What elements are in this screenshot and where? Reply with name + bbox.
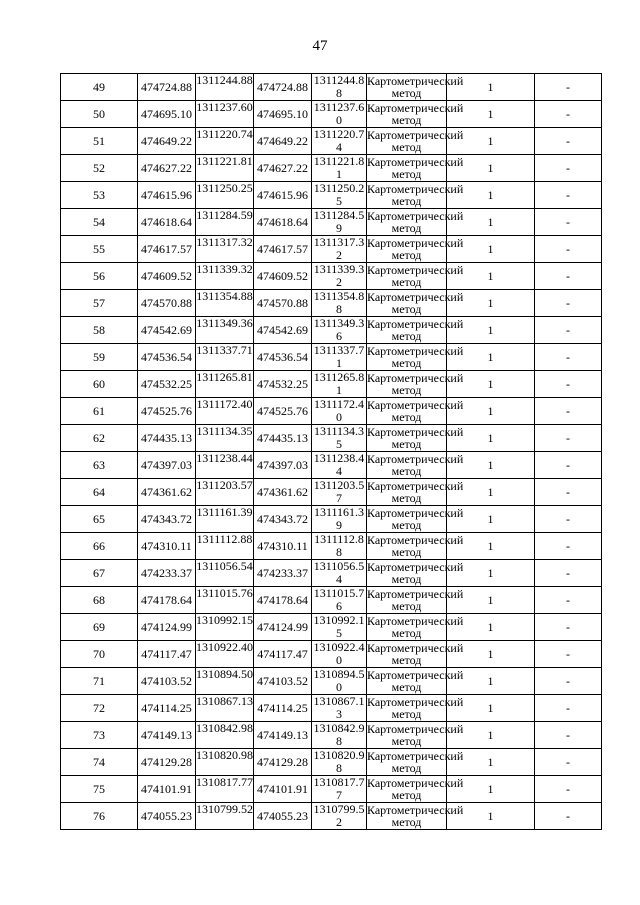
- y-coordinate-alt-cell: 1311015.76: [312, 587, 367, 614]
- x-coordinate-cell: 474542.69: [138, 317, 196, 344]
- table-row: [61, 776, 602, 803]
- y-coordinate-alt-cell: 1311203.57: [312, 479, 367, 506]
- x-coordinate-cell: 474397.03: [138, 452, 196, 479]
- y-coordinate-alt-cell: 1311134.35: [312, 425, 367, 452]
- x-coordinate-cell: 474055.23: [138, 803, 196, 830]
- point-number-cell: 68: [61, 587, 138, 614]
- accuracy-cell: 1: [447, 749, 535, 776]
- y-coordinate-alt-cell: 1311221.81: [312, 155, 367, 182]
- x-coordinate-cell: 474103.52: [138, 668, 196, 695]
- point-number-cell: 52: [61, 155, 138, 182]
- accuracy-cell: 1: [447, 614, 535, 641]
- x-coordinate-cell: 474101.91: [138, 776, 196, 803]
- accuracy-cell: 1: [447, 398, 535, 425]
- note-cell: -: [535, 74, 602, 101]
- y-coordinate-alt-cell: 1311237.60: [312, 101, 367, 128]
- y-coordinate-cell: 1311056.54: [196, 560, 254, 587]
- x-coordinate-alt-cell: 474101.91: [254, 776, 312, 803]
- note-cell: -: [535, 101, 602, 128]
- x-coordinate-cell: 474532.25: [138, 371, 196, 398]
- note-cell: -: [535, 506, 602, 533]
- x-coordinate-cell: 474609.52: [138, 263, 196, 290]
- note-cell: -: [535, 533, 602, 560]
- note-cell: -: [535, 128, 602, 155]
- x-coordinate-cell: 474627.22: [138, 155, 196, 182]
- point-number-cell: 57: [61, 290, 138, 317]
- x-coordinate-cell: 474615.96: [138, 182, 196, 209]
- x-coordinate-alt-cell: 474695.10: [254, 101, 312, 128]
- y-coordinate-alt-cell: 1310799.52: [313, 802, 365, 829]
- point-number-cell: 55: [61, 236, 138, 263]
- y-coordinate-alt-cell: 1311250.25: [312, 182, 367, 209]
- y-coordinate-cell: 1311337.71: [196, 344, 254, 371]
- method-cell: Картометрический метод: [367, 316, 464, 343]
- accuracy-cell: 1: [447, 209, 535, 236]
- y-coordinate-alt-cell: 1310842.98: [313, 721, 365, 748]
- accuracy-cell: 1: [447, 641, 535, 668]
- y-coordinate-cell: 1311317.32: [196, 236, 254, 263]
- x-coordinate-cell: 474149.13: [138, 722, 196, 749]
- table-row: [61, 128, 602, 155]
- table-row: [61, 722, 602, 749]
- y-coordinate-cell: 1311112.88: [196, 533, 254, 560]
- x-coordinate-alt-cell: 474343.72: [254, 506, 312, 533]
- x-coordinate-alt-cell: 474617.57: [254, 236, 312, 263]
- x-coordinate-alt-cell: 474724.88: [254, 74, 312, 101]
- x-coordinate-cell: 474233.37: [138, 560, 196, 587]
- accuracy-cell: 1: [447, 803, 535, 830]
- point-number-cell: 64: [61, 479, 138, 506]
- method-cell: Картометрический метод: [367, 73, 464, 100]
- y-coordinate-alt-cell: 1311339.32: [312, 263, 367, 290]
- point-number-cell: 58: [61, 317, 138, 344]
- point-number-cell: 65: [61, 506, 138, 533]
- table-row: [61, 506, 602, 533]
- y-coordinate-cell: 1310820.98: [196, 749, 254, 776]
- y-coordinate-alt-cell: 1310817.77: [313, 775, 365, 802]
- y-coordinate-cell: 1311203.57: [196, 479, 254, 506]
- x-coordinate-alt-cell: 474103.52: [254, 668, 312, 695]
- accuracy-cell: 1: [447, 290, 535, 317]
- point-number-cell: 56: [61, 263, 138, 290]
- x-coordinate-cell: 474536.54: [138, 344, 196, 371]
- point-number-cell: 60: [61, 371, 138, 398]
- y-coordinate-alt-cell: 1310867.13: [313, 694, 365, 721]
- y-coordinate-cell: 1311172.40: [196, 398, 254, 425]
- y-coordinate-cell: 1311339.32: [196, 263, 254, 290]
- method-cell: Картометрический метод: [367, 100, 464, 127]
- table-row: [61, 236, 602, 263]
- y-coordinate-cell: 1310894.50: [196, 668, 254, 695]
- y-coordinate-cell: 1311349.36: [196, 317, 254, 344]
- table-row: [61, 74, 602, 101]
- table-row: [61, 587, 602, 614]
- table-row: [61, 263, 602, 290]
- method-cell: Картометрический метод: [367, 235, 464, 262]
- x-coordinate-cell: 474435.13: [138, 425, 196, 452]
- note-cell: -: [535, 695, 602, 722]
- y-coordinate-alt-cell: 1310820.98: [313, 748, 365, 775]
- x-coordinate-cell: 474343.72: [138, 506, 196, 533]
- note-cell: -: [535, 371, 602, 398]
- method-cell: Картометрический метод: [367, 694, 464, 721]
- y-coordinate-cell: 1310799.52: [196, 803, 254, 830]
- point-number-cell: 71: [61, 668, 138, 695]
- table-row: [61, 209, 602, 236]
- table-row: [61, 533, 602, 560]
- y-coordinate-alt-cell: 1311265.81: [312, 371, 367, 398]
- y-coordinate-cell: 1311265.81: [196, 371, 254, 398]
- method-cell: Картометрический метод: [367, 532, 464, 559]
- accuracy-cell: 1: [447, 317, 535, 344]
- accuracy-cell: 1: [447, 425, 535, 452]
- x-coordinate-alt-cell: 474124.99: [254, 614, 312, 641]
- note-cell: -: [535, 209, 602, 236]
- y-coordinate-alt-cell: 1311354.88: [312, 290, 367, 317]
- x-coordinate-cell: 474114.25: [138, 695, 196, 722]
- method-cell: Картометрический метод: [367, 262, 464, 289]
- x-coordinate-alt-cell: 474397.03: [254, 452, 312, 479]
- y-coordinate-alt-cell: 1311238.44: [312, 452, 367, 479]
- accuracy-cell: 1: [447, 155, 535, 182]
- x-coordinate-alt-cell: 474117.47: [254, 641, 312, 668]
- x-coordinate-alt-cell: 474055.23: [254, 803, 312, 830]
- accuracy-cell: 1: [447, 587, 535, 614]
- note-cell: -: [535, 722, 602, 749]
- table-row: [61, 560, 602, 587]
- point-number-cell: 76: [61, 803, 138, 830]
- x-coordinate-alt-cell: 474435.13: [254, 425, 312, 452]
- x-coordinate-alt-cell: 474536.54: [254, 344, 312, 371]
- point-number-cell: 49: [61, 74, 138, 101]
- y-coordinate-cell: 1311015.76: [196, 587, 254, 614]
- accuracy-cell: 1: [447, 74, 535, 101]
- x-coordinate-cell: 474310.11: [138, 533, 196, 560]
- accuracy-cell: 1: [447, 344, 535, 371]
- accuracy-cell: 1: [447, 263, 535, 290]
- note-cell: -: [535, 749, 602, 776]
- y-coordinate-alt-cell: 1311056.54: [312, 560, 367, 587]
- x-coordinate-alt-cell: 474310.11: [254, 533, 312, 560]
- method-cell: Картометрический метод: [367, 802, 464, 829]
- note-cell: -: [535, 803, 602, 830]
- accuracy-cell: 1: [447, 371, 535, 398]
- accuracy-cell: 1: [447, 128, 535, 155]
- point-number-cell: 74: [61, 749, 138, 776]
- accuracy-cell: 1: [447, 533, 535, 560]
- note-cell: -: [535, 344, 602, 371]
- method-cell: Картометрический метод: [367, 370, 464, 397]
- method-cell: Картометрический метод: [367, 640, 464, 667]
- method-cell: Картометрический метод: [367, 748, 464, 775]
- method-cell: Картометрический метод: [367, 505, 464, 532]
- point-number-cell: 69: [61, 614, 138, 641]
- y-coordinate-alt-cell: 1311172.40: [312, 398, 367, 425]
- y-coordinate-cell: 1311134.35: [196, 425, 254, 452]
- note-cell: -: [535, 614, 602, 641]
- y-coordinate-alt-cell: 1311337.71: [312, 344, 367, 371]
- method-cell: Картометрический метод: [367, 343, 464, 370]
- x-coordinate-alt-cell: 474542.69: [254, 317, 312, 344]
- note-cell: -: [535, 587, 602, 614]
- table-row: [61, 695, 602, 722]
- y-coordinate-alt-cell: 1311244.88: [312, 74, 367, 101]
- y-coordinate-alt-cell: 1311161.39: [312, 506, 367, 533]
- y-coordinate-alt-cell: 1311112.88: [312, 533, 367, 560]
- method-cell: Картометрический метод: [367, 424, 464, 451]
- point-number-cell: 54: [61, 209, 138, 236]
- point-number-cell: 67: [61, 560, 138, 587]
- x-coordinate-cell: 474618.64: [138, 209, 196, 236]
- method-cell: Картометрический метод: [367, 208, 464, 235]
- note-cell: -: [535, 236, 602, 263]
- coordinates-table: [60, 73, 602, 830]
- x-coordinate-cell: 474361.62: [138, 479, 196, 506]
- y-coordinate-cell: 1311221.81: [196, 155, 254, 182]
- y-coordinate-cell: 1310817.77: [196, 776, 254, 803]
- x-coordinate-cell: 474570.88: [138, 290, 196, 317]
- method-cell: Картометрический метод: [367, 478, 464, 505]
- x-coordinate-alt-cell: 474129.28: [254, 749, 312, 776]
- accuracy-cell: 1: [447, 776, 535, 803]
- point-number-cell: 53: [61, 182, 138, 209]
- x-coordinate-cell: 474178.64: [138, 587, 196, 614]
- y-coordinate-cell: 1311354.88: [196, 290, 254, 317]
- x-coordinate-alt-cell: 474149.13: [254, 722, 312, 749]
- x-coordinate-alt-cell: 474178.64: [254, 587, 312, 614]
- x-coordinate-cell: 474117.47: [138, 641, 196, 668]
- x-coordinate-alt-cell: 474532.25: [254, 371, 312, 398]
- x-coordinate-cell: 474129.28: [138, 749, 196, 776]
- y-coordinate-cell: 1310867.13: [196, 695, 254, 722]
- accuracy-cell: 1: [447, 479, 535, 506]
- method-cell: Картометрический метод: [367, 289, 464, 316]
- note-cell: -: [535, 155, 602, 182]
- table-row: [61, 479, 602, 506]
- note-cell: -: [535, 398, 602, 425]
- method-cell: Картометрический метод: [367, 397, 464, 424]
- accuracy-cell: 1: [447, 560, 535, 587]
- method-cell: Картометрический метод: [367, 775, 464, 802]
- x-coordinate-alt-cell: 474627.22: [254, 155, 312, 182]
- x-coordinate-alt-cell: 474233.37: [254, 560, 312, 587]
- table-row: [61, 641, 602, 668]
- x-coordinate-cell: 474695.10: [138, 101, 196, 128]
- y-coordinate-cell: 1311237.60: [196, 101, 254, 128]
- point-number-cell: 61: [61, 398, 138, 425]
- table-row: [61, 425, 602, 452]
- accuracy-cell: 1: [447, 506, 535, 533]
- point-number-cell: 72: [61, 695, 138, 722]
- x-coordinate-cell: 474525.76: [138, 398, 196, 425]
- table-row: [61, 803, 602, 830]
- point-number-cell: 62: [61, 425, 138, 452]
- note-cell: -: [535, 452, 602, 479]
- y-coordinate-alt-cell: 1310922.40: [313, 640, 365, 667]
- method-cell: Картометрический метод: [367, 667, 464, 694]
- table-row: [61, 101, 602, 128]
- y-coordinate-cell: 1310992.15: [196, 614, 254, 641]
- point-number-cell: 63: [61, 452, 138, 479]
- point-number-cell: 70: [61, 641, 138, 668]
- x-coordinate-alt-cell: 474570.88: [254, 290, 312, 317]
- y-coordinate-alt-cell: 1311317.32: [312, 236, 367, 263]
- point-number-cell: 50: [61, 101, 138, 128]
- y-coordinate-cell: 1311284.59: [196, 209, 254, 236]
- note-cell: -: [535, 263, 602, 290]
- x-coordinate-cell: 474724.88: [138, 74, 196, 101]
- method-cell: Картометрический метод: [367, 154, 464, 181]
- y-coordinate-cell: 1311250.25: [196, 182, 254, 209]
- table-row: [61, 290, 602, 317]
- note-cell: -: [535, 317, 602, 344]
- y-coordinate-alt-cell: 1311220.74: [312, 128, 367, 155]
- note-cell: -: [535, 479, 602, 506]
- method-cell: Картометрический метод: [367, 451, 464, 478]
- table-row: [61, 668, 602, 695]
- page-number: 47: [312, 38, 328, 54]
- table-row: [61, 155, 602, 182]
- table-row: [61, 749, 602, 776]
- accuracy-cell: 1: [447, 236, 535, 263]
- table-row: [61, 452, 602, 479]
- table-body: [61, 74, 602, 830]
- note-cell: -: [535, 182, 602, 209]
- table-row: [61, 371, 602, 398]
- method-cell: Картометрический метод: [367, 559, 464, 586]
- x-coordinate-cell: 474649.22: [138, 128, 196, 155]
- y-coordinate-cell: 1311220.74: [196, 128, 254, 155]
- y-coordinate-alt-cell: 1310992.15: [313, 613, 365, 640]
- table-row: [61, 398, 602, 425]
- y-coordinate-cell: 1311238.44: [196, 452, 254, 479]
- accuracy-cell: 1: [447, 695, 535, 722]
- y-coordinate-cell: 1310922.40: [196, 641, 254, 668]
- y-coordinate-alt-cell: 1311284.59: [312, 209, 367, 236]
- x-coordinate-cell: 474124.99: [138, 614, 196, 641]
- point-number-cell: 51: [61, 128, 138, 155]
- note-cell: -: [535, 776, 602, 803]
- note-cell: -: [535, 560, 602, 587]
- table-row: [61, 182, 602, 209]
- note-cell: -: [535, 290, 602, 317]
- note-cell: -: [535, 425, 602, 452]
- accuracy-cell: 1: [447, 722, 535, 749]
- accuracy-cell: 1: [447, 101, 535, 128]
- x-coordinate-alt-cell: 474615.96: [254, 182, 312, 209]
- method-cell: Картометрический метод: [367, 613, 464, 640]
- accuracy-cell: 1: [447, 668, 535, 695]
- note-cell: -: [535, 668, 602, 695]
- x-coordinate-alt-cell: 474609.52: [254, 263, 312, 290]
- table-row: [61, 344, 602, 371]
- point-number-cell: 59: [61, 344, 138, 371]
- method-cell: Картометрический метод: [367, 181, 464, 208]
- method-cell: Картометрический метод: [367, 586, 464, 613]
- method-cell: Картометрический метод: [367, 721, 464, 748]
- x-coordinate-alt-cell: 474114.25: [254, 695, 312, 722]
- y-coordinate-cell: 1311161.39: [196, 506, 254, 533]
- accuracy-cell: 1: [447, 182, 535, 209]
- note-cell: -: [535, 641, 602, 668]
- x-coordinate-alt-cell: 474618.64: [254, 209, 312, 236]
- y-coordinate-cell: 1310842.98: [196, 722, 254, 749]
- table-row: [61, 317, 602, 344]
- point-number-cell: 66: [61, 533, 138, 560]
- x-coordinate-alt-cell: 474361.62: [254, 479, 312, 506]
- point-number-cell: 75: [61, 776, 138, 803]
- y-coordinate-cell: 1311244.88: [196, 74, 254, 101]
- x-coordinate-alt-cell: 474649.22: [254, 128, 312, 155]
- y-coordinate-alt-cell: 1310894.50: [313, 667, 365, 694]
- point-number-cell: 73: [61, 722, 138, 749]
- y-coordinate-alt-cell: 1311349.36: [312, 317, 367, 344]
- x-coordinate-cell: 474617.57: [138, 236, 196, 263]
- method-cell: Картометрический метод: [367, 127, 464, 154]
- accuracy-cell: 1: [447, 452, 535, 479]
- table-row: [61, 614, 602, 641]
- x-coordinate-alt-cell: 474525.76: [254, 398, 312, 425]
